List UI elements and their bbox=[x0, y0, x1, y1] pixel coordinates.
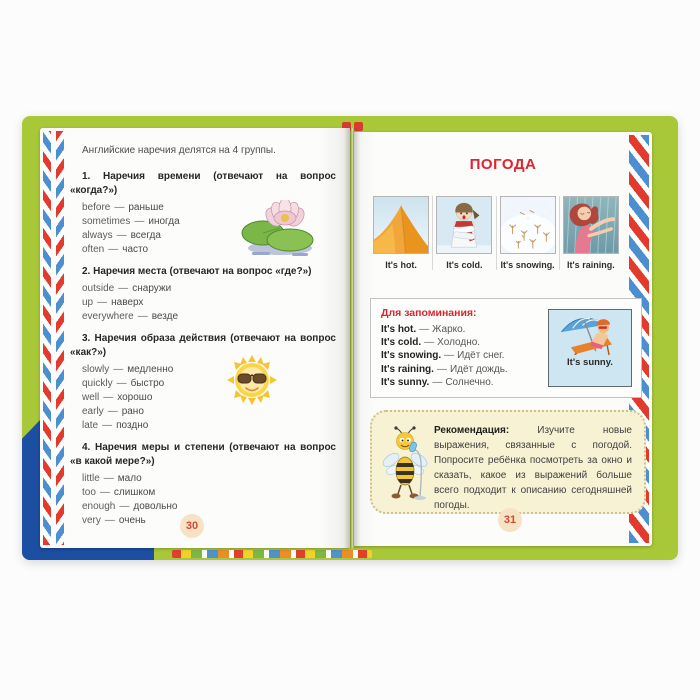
entry-list bbox=[70, 282, 336, 324]
entry-dash: — bbox=[103, 473, 114, 484]
entry-en: before bbox=[82, 202, 111, 213]
memo-row bbox=[381, 336, 551, 349]
water-lily-illustration bbox=[240, 200, 316, 258]
memo-ru: Холодно. bbox=[437, 337, 481, 349]
vocab-entry bbox=[70, 486, 336, 500]
entry-dash: — bbox=[116, 230, 127, 241]
memo-ru: Идёт снег. bbox=[457, 350, 505, 362]
woman-in-rain-illustration bbox=[563, 196, 619, 254]
entry-dash: — bbox=[107, 406, 118, 417]
entry-en: enough bbox=[82, 501, 116, 512]
entry-ru: рано bbox=[121, 406, 144, 417]
vocab-entry bbox=[70, 500, 336, 514]
entry-ru: быстро bbox=[130, 378, 165, 389]
memo-dash: — bbox=[432, 376, 443, 388]
section-heading: 4. Наречия меры и степени (отвечают на вопрос «в какой мере?») bbox=[70, 442, 336, 467]
vocab-entry bbox=[70, 310, 336, 324]
entry-en: quickly bbox=[82, 378, 113, 389]
vocab-entry bbox=[70, 405, 336, 419]
entry-dash: — bbox=[99, 487, 110, 498]
bee-with-microphone-illustration bbox=[382, 425, 428, 503]
cover-blue-edge bbox=[22, 419, 41, 560]
sun-with-sunglasses-illustration bbox=[226, 354, 278, 406]
section-heading: 2. Наречия места (отвечают на вопрос «где?») bbox=[82, 266, 312, 277]
vocab-entry bbox=[70, 377, 336, 391]
memo-ru: Солнечно. bbox=[445, 376, 494, 388]
entry-dash: — bbox=[97, 297, 108, 308]
weather-caption: It's hot. bbox=[385, 260, 417, 270]
entry-en: slowly bbox=[82, 364, 110, 375]
memo-en: It's cold. bbox=[381, 337, 422, 349]
stripe-column bbox=[56, 131, 64, 545]
entry-en: late bbox=[82, 420, 99, 431]
entry-ru: наверх bbox=[111, 297, 144, 308]
page-number-badge bbox=[498, 508, 522, 532]
memo-ru: Идёт дождь. bbox=[449, 363, 508, 375]
memo-en: It's sunny. bbox=[381, 376, 430, 388]
page-title: ПОГОДА bbox=[469, 156, 537, 173]
cover-blue-bottom-edge bbox=[22, 547, 154, 560]
entry-en: too bbox=[82, 487, 96, 498]
entry-ru: снаружи bbox=[132, 283, 172, 294]
entry-dash: — bbox=[118, 283, 129, 294]
section-heading: 1. Наречия времени (отвечают на вопрос «когда?») bbox=[70, 171, 336, 196]
entry-ru: раньше bbox=[128, 202, 164, 213]
weather-caption: It's raining. bbox=[567, 260, 615, 270]
entry-ru: очень bbox=[118, 515, 146, 526]
vocab-entry bbox=[70, 363, 336, 377]
page-number-badge bbox=[180, 514, 204, 538]
recommendation-box bbox=[370, 410, 646, 514]
entry-ru: медленно bbox=[127, 364, 174, 375]
memo-en: It's snowing. bbox=[381, 350, 442, 362]
memo-dash: — bbox=[424, 337, 435, 349]
entry-en: up bbox=[82, 297, 94, 308]
entry-ru: мало bbox=[117, 473, 142, 484]
entry-en: everywhere bbox=[82, 311, 134, 322]
adverb-section-manner bbox=[70, 332, 336, 433]
entry-dash: — bbox=[114, 202, 125, 213]
memo-box bbox=[370, 298, 642, 398]
entry-ru: часто bbox=[122, 244, 149, 255]
entry-en: sometimes bbox=[82, 216, 131, 227]
adverb-section-place bbox=[70, 265, 336, 324]
section-heading: 3. Наречия образа действия (отвечают на вопрос «как?») bbox=[70, 333, 336, 358]
sunbathing-under-umbrella-illustration bbox=[551, 313, 629, 355]
book-cover bbox=[22, 116, 678, 560]
vocab-entry bbox=[70, 296, 336, 310]
vocab-entry bbox=[70, 419, 336, 433]
entry-en: always bbox=[82, 230, 113, 241]
recommendation-body: Изучите новые выражения, связанные с погодой. Попросите ребёнка посмотреть за окно и сказать, какое из выражений больше всего подходит к описанию сегодняшней погоды. bbox=[434, 425, 632, 511]
weather-cards-row bbox=[370, 196, 622, 270]
vocab-entry bbox=[70, 391, 336, 405]
memo-row bbox=[381, 349, 551, 362]
entry-dash: — bbox=[113, 364, 124, 375]
page-number: 31 bbox=[503, 514, 517, 526]
weather-card-hot bbox=[370, 196, 432, 270]
entry-dash: — bbox=[108, 244, 119, 255]
memo-row bbox=[381, 376, 551, 389]
entry-en: very bbox=[82, 515, 101, 526]
weather-card-snowing bbox=[496, 196, 559, 270]
sand-dune-illustration bbox=[373, 196, 429, 254]
memo-ru: Жарко. bbox=[432, 324, 466, 335]
entry-dash: — bbox=[103, 392, 114, 403]
entry-ru: хорошо bbox=[117, 392, 153, 403]
entry-dash: — bbox=[134, 216, 145, 227]
weather-card-raining bbox=[559, 196, 622, 270]
left-page bbox=[40, 128, 350, 548]
page-number: 30 bbox=[185, 520, 199, 532]
memo-row bbox=[381, 323, 551, 336]
entry-ru: слишком bbox=[113, 487, 156, 498]
entry-ru: иногда bbox=[148, 216, 180, 227]
entry-en: little bbox=[82, 473, 100, 484]
adverb-section-degree bbox=[70, 441, 336, 528]
entry-ru: довольно bbox=[133, 501, 178, 512]
memo-en: It's raining. bbox=[381, 363, 434, 375]
person-bundled-up-illustration bbox=[436, 196, 492, 254]
entry-en: often bbox=[82, 244, 105, 255]
recommendation-label: Рекомендация: bbox=[434, 425, 510, 436]
entry-en: outside bbox=[82, 283, 115, 294]
entry-en: well bbox=[82, 392, 100, 403]
memo-dash: — bbox=[444, 350, 455, 362]
entry-ru: всегда bbox=[130, 230, 161, 241]
memo-dash: — bbox=[419, 324, 430, 335]
memo-row bbox=[381, 363, 551, 376]
sunny-caption: It's sunny. bbox=[567, 357, 613, 368]
sunny-card bbox=[548, 309, 632, 387]
entry-en: early bbox=[82, 406, 104, 417]
entry-list bbox=[70, 472, 336, 528]
snowy-field-illustration bbox=[500, 196, 556, 254]
entry-ru: везде bbox=[151, 311, 179, 322]
entry-ru: поздно bbox=[116, 420, 149, 431]
memo-dash: — bbox=[436, 363, 447, 375]
spine-headband bbox=[354, 122, 363, 131]
entry-dash: — bbox=[104, 515, 115, 526]
entry-dash: — bbox=[102, 420, 113, 431]
weather-caption: It's cold. bbox=[446, 260, 483, 270]
vocab-entry bbox=[70, 282, 336, 296]
airmail-stripe-border bbox=[43, 131, 64, 545]
recommendation-text bbox=[434, 423, 632, 513]
entry-dash: — bbox=[116, 378, 127, 389]
weather-card-cold bbox=[432, 196, 495, 270]
memo-heading: Для запоминания: bbox=[381, 307, 477, 319]
right-page bbox=[354, 132, 652, 546]
entry-dash: — bbox=[137, 311, 148, 322]
vocab-entry bbox=[70, 472, 336, 486]
entry-dash: — bbox=[119, 501, 130, 512]
cover-confetti-strip bbox=[172, 550, 372, 558]
stripe-column bbox=[43, 131, 51, 545]
weather-caption: It's snowing. bbox=[500, 260, 555, 270]
intro-text: Английские наречия делятся на 4 группы. bbox=[82, 145, 276, 156]
memo-en: It's hot. bbox=[381, 324, 417, 335]
entry-list bbox=[70, 363, 336, 433]
